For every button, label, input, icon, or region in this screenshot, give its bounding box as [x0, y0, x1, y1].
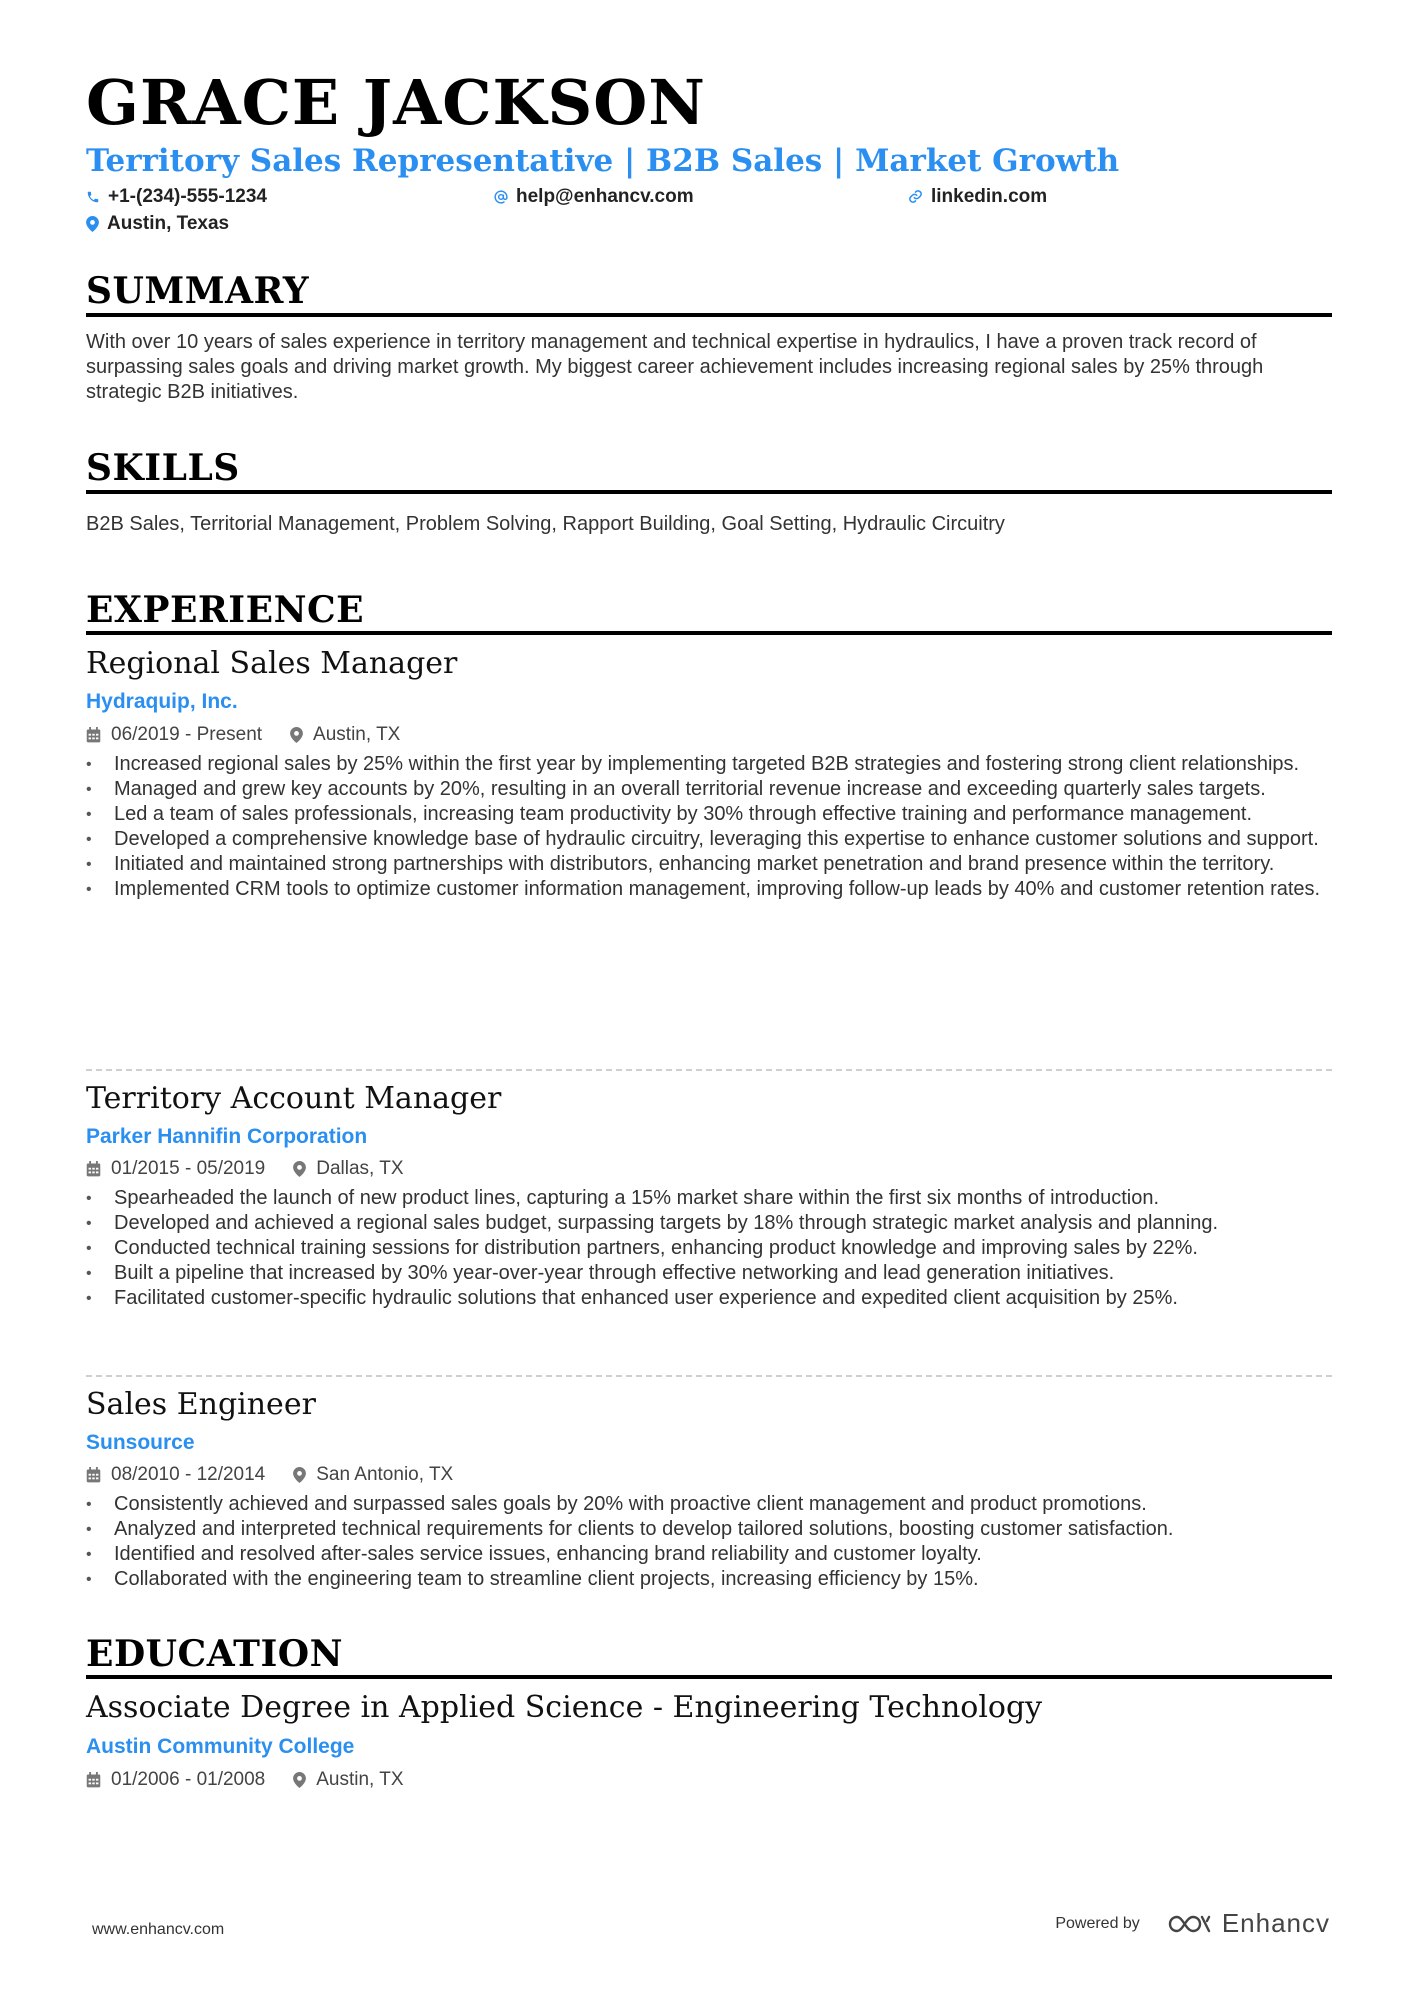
location-text: San Antonio, TX — [316, 1464, 454, 1485]
location-contact — [86, 214, 229, 233]
location-text: Dallas, TX — [316, 1158, 404, 1179]
summary-text: With over 10 years of sales experience in territory management and technical expertise in hydraulics, I have a proven track record of surpassing sales goals and driving market growth. My biggest career achievement includes increasing regional sales by 25% through strategic B2B initiatives. — [86, 331, 1264, 403]
summary-heading: SUMMARY — [86, 270, 310, 312]
list-item: • Managed and grew key accounts by 20%, resulting in an overall territorial revenue increase and exceeding quarterly sales targets. — [86, 777, 1332, 802]
dates-text: 06/2019 - Present — [111, 724, 263, 745]
enhancv-logo-icon — [1166, 1912, 1212, 1936]
headline: Territory Sales Representative | B2B Sales | Market Growth — [86, 143, 1120, 179]
job-title: Territory Account Manager — [86, 1081, 502, 1116]
list-item: • Developed a comprehensive knowledge base of hydraulic circuitry, leveraging this expertise to enhance customer solutions and support. — [86, 827, 1332, 852]
calendar-icon — [86, 727, 101, 743]
location-pin-icon — [290, 727, 303, 743]
section-divider — [86, 1675, 1332, 1679]
phone-icon — [86, 190, 100, 204]
section-divider — [86, 631, 1332, 635]
skills-heading: SKILLS — [86, 447, 240, 489]
email-contact — [494, 187, 694, 206]
section-divider — [86, 313, 1332, 317]
job-location — [293, 1465, 453, 1484]
job-title: Regional Sales Manager — [86, 646, 458, 681]
list-item: • Initiated and maintained strong partnerships with distributors, enhancing market penetration and brand presence within the territory. — [86, 852, 1332, 877]
calendar-icon — [86, 1772, 101, 1788]
linkedin-contact — [908, 187, 1047, 206]
company-name: Parker Hannifin Corporation — [86, 1125, 368, 1148]
location-pin-icon — [293, 1467, 306, 1483]
list-item: • Identified and resolved after-sales service issues, enhancing brand reliability and customer loyalty. — [86, 1542, 1332, 1567]
job-location — [293, 1159, 403, 1178]
list-item: • Led a team of sales professionals, increasing team productivity by 30% through effective training and performance management. — [86, 802, 1332, 827]
job-dates — [86, 1159, 265, 1178]
list-item: • Developed and achieved a regional sales budget, surpassing targets by 18% through strategic market analysis and planning. — [86, 1211, 1332, 1236]
location-text: Austin, TX — [313, 724, 401, 745]
list-item: • Consistently achieved and surpassed sales goals by 20% with proactive client management and product promotions. — [86, 1492, 1332, 1517]
phone-contact — [86, 187, 267, 206]
education-dates — [86, 1770, 265, 1789]
list-item: • Increased regional sales by 25% within the first year by implementing targeted B2B strategies and fostering strong client relationships. — [86, 752, 1332, 777]
skills-text: B2B Sales, Territorial Management, Problem Solving, Rapport Building, Goal Setting, Hydraulic Circuitry — [86, 513, 1005, 535]
experience-heading: EXPERIENCE — [86, 589, 365, 631]
brand-logo[interactable] — [1166, 1908, 1330, 1939]
footer-website[interactable]: www.enhancv.com — [92, 1921, 225, 1938]
location-text: Austin, TX — [316, 1769, 404, 1790]
link-icon — [908, 189, 923, 204]
calendar-icon — [86, 1161, 101, 1177]
dates-text: 01/2006 - 01/2008 — [111, 1769, 266, 1790]
degree-title: Associate Degree in Applied Science - Engineering Technology — [86, 1690, 1043, 1725]
list-item: • Implemented CRM tools to optimize customer information management, improving follow-up leads by 40% and customer retention rates. — [86, 877, 1332, 902]
candidate-name: GRACE JACKSON — [86, 66, 706, 139]
education-heading: EDUCATION — [86, 1633, 344, 1675]
powered-by-label: Powered by — [1055, 1914, 1140, 1932]
job-location — [290, 725, 400, 744]
email-text[interactable]: help@enhancv.com — [516, 186, 694, 207]
job-meta — [86, 1465, 481, 1484]
list-item: • Spearheaded the launch of new product lines, capturing a 15% market share within the first six months of introduction. — [86, 1186, 1332, 1211]
job-bullets — [86, 752, 1332, 902]
location-pin-icon — [293, 1772, 306, 1788]
calendar-icon — [86, 1467, 101, 1483]
job-bullets — [86, 1186, 1332, 1311]
job-divider — [86, 1375, 1332, 1377]
job-dates — [86, 725, 262, 744]
footer-branding — [1055, 1908, 1330, 1939]
location-pin-icon — [293, 1161, 306, 1177]
location-text: Austin, Texas — [107, 213, 230, 234]
list-item: • Conducted technical training sessions for distribution partners, enhancing product knowledge and improving sales by 22%. — [86, 1236, 1332, 1261]
job-bullets — [86, 1492, 1332, 1592]
brand-name: Enhancv — [1221, 1908, 1330, 1938]
job-dates — [86, 1465, 265, 1484]
linkedin-text[interactable]: linkedin.com — [931, 186, 1048, 207]
list-item: • Analyzed and interpreted technical requirements for clients to develop tailored solutions, boosting customer satisfaction. — [86, 1517, 1332, 1542]
job-meta — [86, 1159, 432, 1178]
section-divider — [86, 490, 1332, 494]
phone-text[interactable]: +1-(234)-555-1234 — [108, 186, 267, 207]
job-divider — [86, 1069, 1332, 1071]
school-name: Austin Community College — [86, 1735, 355, 1758]
dates-text: 01/2015 - 05/2019 — [111, 1158, 266, 1179]
company-name: Sunsource — [86, 1431, 195, 1454]
education-meta — [86, 1770, 432, 1789]
job-title: Sales Engineer — [86, 1387, 316, 1422]
list-item: • Collaborated with the engineering team to streamline client projects, increasing efficiency by 15%. — [86, 1567, 1332, 1592]
at-icon — [494, 190, 508, 204]
company-name: Hydraquip, Inc. — [86, 690, 238, 713]
education-location — [293, 1770, 403, 1789]
list-item: • Built a pipeline that increased by 30% year-over-year through effective networking and lead generation initiatives. — [86, 1261, 1332, 1286]
location-pin-icon — [86, 216, 99, 232]
list-item: • Facilitated customer-specific hydraulic solutions that enhanced user experience and expedited client acquisition by 25%. — [86, 1286, 1332, 1311]
job-meta — [86, 725, 428, 744]
dates-text: 08/2010 - 12/2014 — [111, 1464, 266, 1485]
